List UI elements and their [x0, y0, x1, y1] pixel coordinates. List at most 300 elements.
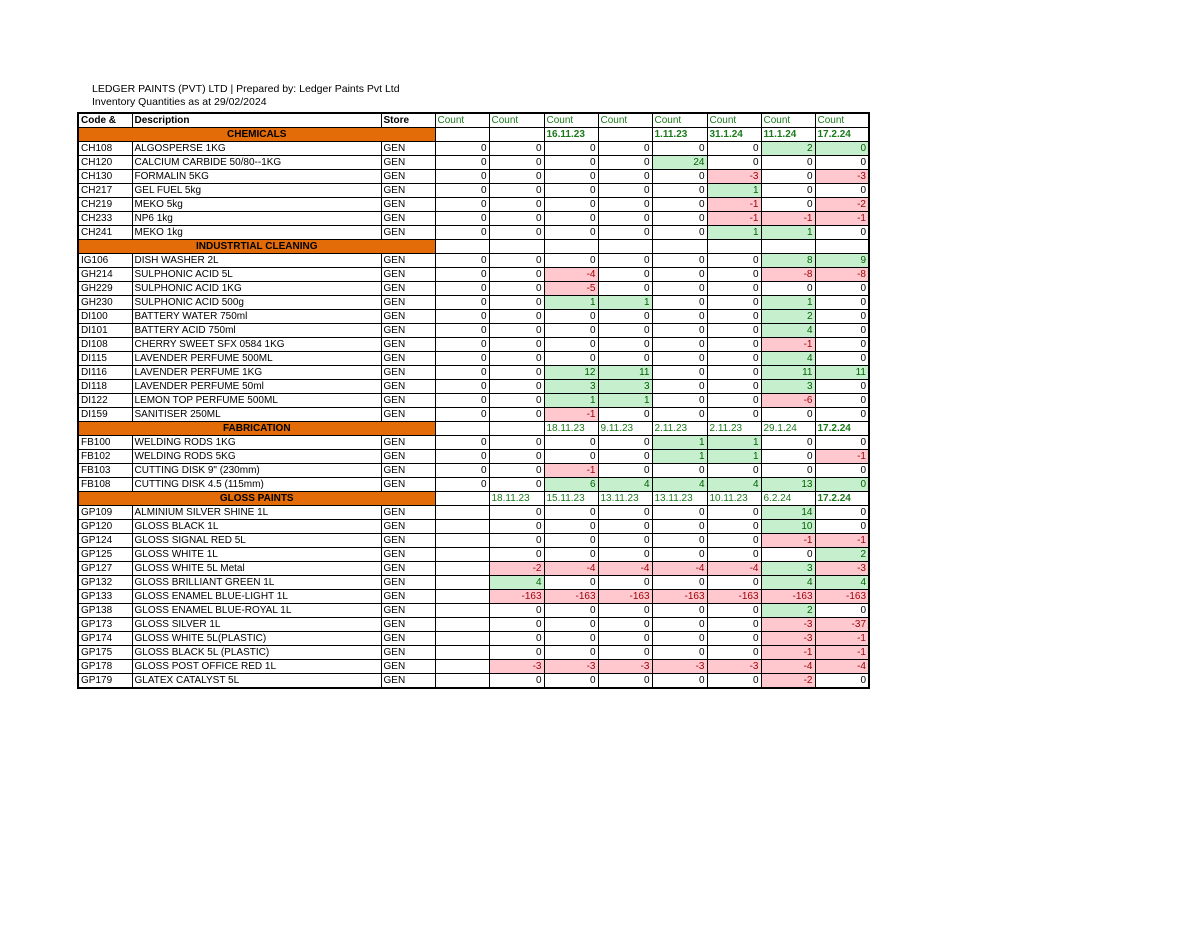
count-value [435, 660, 489, 674]
count-value: 0 [652, 310, 707, 324]
count-value: 0 [652, 464, 707, 478]
count-date [815, 240, 869, 254]
table-row [78, 198, 869, 212]
count-value: 0 [489, 170, 544, 184]
count-value: 24 [652, 156, 707, 170]
count-value: 1 [652, 450, 707, 464]
count-value: 0 [544, 184, 598, 198]
count-date [489, 240, 544, 254]
count-value: 0 [707, 674, 761, 689]
count-value: -1 [707, 212, 761, 226]
table-row [78, 282, 869, 296]
item-store: GEN [381, 590, 435, 604]
count-value: 0 [707, 520, 761, 534]
count-value: 0 [707, 380, 761, 394]
count-value: 0 [544, 352, 598, 366]
count-date: 11.1.24 [761, 128, 815, 142]
count-value: 0 [598, 464, 652, 478]
count-value: 0 [598, 324, 652, 338]
count-value: 0 [435, 254, 489, 268]
count-date [544, 240, 598, 254]
count-value: 0 [489, 324, 544, 338]
count-value: 0 [544, 646, 598, 660]
item-description: NP6 1kg [132, 212, 381, 226]
count-date: 10.11.23 [707, 492, 761, 506]
count-value: -163 [598, 590, 652, 604]
table-row [78, 506, 869, 520]
table-row [78, 156, 869, 170]
count-value: 0 [489, 338, 544, 352]
count-value: 0 [489, 310, 544, 324]
table-row [78, 646, 869, 660]
count-value: -1 [815, 450, 869, 464]
count-value: -8 [761, 268, 815, 282]
table-row [78, 520, 869, 534]
count-value: 0 [707, 408, 761, 422]
count-value: 0 [815, 184, 869, 198]
count-value: 1 [544, 296, 598, 310]
column-header: Count [815, 113, 869, 128]
column-header: Count [435, 113, 489, 128]
item-description: GLOSS POST OFFICE RED 1L [132, 660, 381, 674]
item-description: DISH WASHER 2L [132, 254, 381, 268]
item-description: BATTERY ACID 750ml [132, 324, 381, 338]
count-value: 0 [598, 142, 652, 156]
count-value: 1 [598, 394, 652, 408]
item-code: GP178 [78, 660, 132, 674]
count-value: 0 [707, 352, 761, 366]
count-value: 0 [598, 534, 652, 548]
count-date: 13.11.23 [598, 492, 652, 506]
item-description: CHERRY SWEET SFX 0584 1KG [132, 338, 381, 352]
item-description: GLOSS ENAMEL BLUE-LIGHT 1L [132, 590, 381, 604]
count-value: 0 [435, 296, 489, 310]
count-value: 0 [707, 632, 761, 646]
item-description: GLOSS WHITE 5L Metal [132, 562, 381, 576]
count-value: 0 [707, 534, 761, 548]
count-value: -3 [707, 170, 761, 184]
item-description: GLOSS SIGNAL RED 5L [132, 534, 381, 548]
count-value: 0 [435, 324, 489, 338]
column-header: Count [544, 113, 598, 128]
table-row [78, 576, 869, 590]
item-code: GP179 [78, 674, 132, 689]
count-value: 0 [598, 212, 652, 226]
item-description: FORMALIN 5KG [132, 170, 381, 184]
item-code: GP133 [78, 590, 132, 604]
item-code: CH217 [78, 184, 132, 198]
count-value: 0 [707, 366, 761, 380]
item-store: GEN [381, 142, 435, 156]
count-value: -4 [815, 660, 869, 674]
column-header: Code & [78, 113, 132, 128]
count-value [435, 674, 489, 689]
count-value: 0 [544, 338, 598, 352]
item-description: SULPHONIC ACID 5L [132, 268, 381, 282]
table-row [78, 212, 869, 226]
count-date [598, 240, 652, 254]
column-header: Description [132, 113, 381, 128]
item-store: GEN [381, 212, 435, 226]
column-header: Store [381, 113, 435, 128]
count-value [435, 520, 489, 534]
count-value: 0 [489, 450, 544, 464]
count-value: 0 [707, 576, 761, 590]
count-date: 2.11.23 [652, 422, 707, 436]
count-date: 17.2.24 [815, 492, 869, 506]
item-description: GLOSS BRILLIANT GREEN 1L [132, 576, 381, 590]
item-code: FB103 [78, 464, 132, 478]
count-value: 1 [707, 226, 761, 240]
table-row [78, 534, 869, 548]
count-value: 0 [652, 506, 707, 520]
count-value: 0 [761, 170, 815, 184]
count-value: 0 [652, 576, 707, 590]
count-date [489, 128, 544, 142]
count-value: 0 [598, 226, 652, 240]
item-store: GEN [381, 394, 435, 408]
count-value: 0 [815, 464, 869, 478]
item-code: FB102 [78, 450, 132, 464]
item-description: LEMON TOP PERFUME 500ML [132, 394, 381, 408]
table-row [78, 450, 869, 464]
count-value: 0 [652, 324, 707, 338]
count-value: 0 [489, 534, 544, 548]
table-row [78, 660, 869, 674]
table-row [78, 226, 869, 240]
count-value: 0 [489, 142, 544, 156]
item-description: SULPHONIC ACID 1KG [132, 282, 381, 296]
count-value: 0 [598, 310, 652, 324]
count-value [435, 604, 489, 618]
count-value: -2 [489, 562, 544, 576]
item-description: GLOSS WHITE 1L [132, 548, 381, 562]
count-value: 0 [707, 506, 761, 520]
item-description: SULPHONIC ACID 500g [132, 296, 381, 310]
item-code: CH233 [78, 212, 132, 226]
item-description: SANITISER 250ML [132, 408, 381, 422]
count-value: 0 [652, 254, 707, 268]
count-date [435, 240, 489, 254]
table-row [78, 478, 869, 492]
count-value: 0 [652, 184, 707, 198]
count-value: 0 [761, 548, 815, 562]
table-row [78, 310, 869, 324]
count-value: 0 [544, 198, 598, 212]
count-value: 4 [598, 478, 652, 492]
count-value: -4 [544, 268, 598, 282]
table-row [78, 394, 869, 408]
count-value: 0 [598, 604, 652, 618]
count-value: 0 [435, 268, 489, 282]
count-value: 0 [489, 198, 544, 212]
count-value: 0 [544, 436, 598, 450]
count-value: -3 [815, 562, 869, 576]
count-date [652, 240, 707, 254]
count-value: 0 [815, 380, 869, 394]
item-store: GEN [381, 380, 435, 394]
item-store: GEN [381, 296, 435, 310]
count-value: 0 [815, 604, 869, 618]
count-value: -1 [761, 338, 815, 352]
count-value: 0 [489, 436, 544, 450]
count-value: -3 [707, 660, 761, 674]
count-value: 0 [598, 436, 652, 450]
count-value: 0 [544, 674, 598, 689]
count-value: 0 [598, 674, 652, 689]
count-value: 0 [652, 282, 707, 296]
count-value: 0 [652, 380, 707, 394]
item-description: LAVENDER PERFUME 500ML [132, 352, 381, 366]
count-date: 15.11.23 [544, 492, 598, 506]
count-value: 0 [815, 310, 869, 324]
item-code: DI118 [78, 380, 132, 394]
item-store: GEN [381, 618, 435, 632]
count-date: 17.2.24 [815, 128, 869, 142]
category-label: INDUSTRTIAL CLEANING [78, 240, 435, 254]
count-value: -3 [815, 170, 869, 184]
item-store: GEN [381, 436, 435, 450]
count-date [435, 128, 489, 142]
count-value: 11 [598, 366, 652, 380]
count-value: -5 [544, 282, 598, 296]
count-value: 0 [489, 618, 544, 632]
item-store: GEN [381, 254, 435, 268]
count-value: 0 [761, 408, 815, 422]
count-value: 0 [544, 534, 598, 548]
count-value: 1 [598, 296, 652, 310]
table-row [78, 562, 869, 576]
count-value: 0 [707, 282, 761, 296]
count-date [489, 422, 544, 436]
category-label: CHEMICALS [78, 128, 435, 142]
item-code: GP127 [78, 562, 132, 576]
item-description: GLOSS WHITE 5L(PLASTIC) [132, 632, 381, 646]
count-date: 17.2.24 [815, 422, 869, 436]
item-description: GLOSS BLACK 5L (PLASTIC) [132, 646, 381, 660]
count-value: 0 [435, 282, 489, 296]
table-row [78, 674, 869, 689]
table-row [78, 618, 869, 632]
inventory-table [77, 112, 870, 689]
item-description: BATTERY WATER 750ml [132, 310, 381, 324]
count-value: 0 [761, 156, 815, 170]
count-value: 0 [489, 506, 544, 520]
count-date: 6.2.24 [761, 492, 815, 506]
count-value: 0 [815, 142, 869, 156]
count-date [761, 240, 815, 254]
item-code: DI100 [78, 310, 132, 324]
item-code: CH108 [78, 142, 132, 156]
count-value: 0 [598, 254, 652, 268]
count-value [435, 590, 489, 604]
count-value: 0 [544, 310, 598, 324]
count-value: 0 [652, 618, 707, 632]
count-value: 0 [707, 394, 761, 408]
count-value: 1 [707, 184, 761, 198]
item-store: GEN [381, 268, 435, 282]
item-code: DI116 [78, 366, 132, 380]
count-value: 0 [435, 142, 489, 156]
item-code: DI115 [78, 352, 132, 366]
count-value: 0 [707, 142, 761, 156]
item-store: GEN [381, 324, 435, 338]
item-description: MEKO 1kg [132, 226, 381, 240]
count-value: 0 [815, 408, 869, 422]
count-value: 9 [815, 254, 869, 268]
count-value: -1 [761, 212, 815, 226]
item-store: GEN [381, 282, 435, 296]
count-value: 0 [544, 324, 598, 338]
count-value: 1 [707, 436, 761, 450]
count-value: 0 [598, 450, 652, 464]
count-value: 0 [435, 450, 489, 464]
count-value: 1 [761, 226, 815, 240]
item-code: GH229 [78, 282, 132, 296]
item-description: GLOSS BLACK 1L [132, 520, 381, 534]
item-code: GP175 [78, 646, 132, 660]
item-description: CUTTING DISK 4.5 (115mm) [132, 478, 381, 492]
count-value: 0 [652, 142, 707, 156]
count-value: 4 [652, 478, 707, 492]
count-value: 0 [598, 184, 652, 198]
count-value: 0 [435, 408, 489, 422]
count-value: 0 [489, 226, 544, 240]
item-store: GEN [381, 352, 435, 366]
count-value: 0 [435, 184, 489, 198]
count-value: 3 [761, 562, 815, 576]
count-value: 0 [652, 604, 707, 618]
count-date: 2.11.23 [707, 422, 761, 436]
item-code: FB100 [78, 436, 132, 450]
item-description: MEKO 5kg [132, 198, 381, 212]
table-row [78, 184, 869, 198]
count-value: 0 [598, 548, 652, 562]
count-value: -1 [761, 534, 815, 548]
count-value: 0 [707, 268, 761, 282]
count-value: 0 [489, 352, 544, 366]
item-code: GP124 [78, 534, 132, 548]
item-store: GEN [381, 156, 435, 170]
count-value: 0 [761, 198, 815, 212]
item-store: GEN [381, 478, 435, 492]
item-code: DI122 [78, 394, 132, 408]
count-value: 0 [435, 156, 489, 170]
item-store: GEN [381, 646, 435, 660]
count-value: 1 [544, 394, 598, 408]
table-row [78, 268, 869, 282]
count-value: 0 [815, 674, 869, 689]
count-value: 0 [815, 296, 869, 310]
table-row [78, 604, 869, 618]
count-value: 0 [815, 394, 869, 408]
item-store: GEN [381, 408, 435, 422]
count-value: 0 [761, 450, 815, 464]
count-value [435, 632, 489, 646]
count-value: 0 [598, 352, 652, 366]
count-value: 0 [761, 464, 815, 478]
count-value: 0 [598, 618, 652, 632]
count-value: 0 [652, 548, 707, 562]
item-description: CALCIUM CARBIDE 50/80--1KG [132, 156, 381, 170]
table-row [78, 408, 869, 422]
count-value: 0 [652, 212, 707, 226]
item-store: GEN [381, 338, 435, 352]
count-value: 0 [489, 646, 544, 660]
count-value: -2 [761, 674, 815, 689]
count-value: 3 [544, 380, 598, 394]
count-value: -1 [544, 408, 598, 422]
count-value: 2 [761, 142, 815, 156]
item-store: GEN [381, 226, 435, 240]
count-value: 0 [598, 156, 652, 170]
category-row [78, 128, 869, 142]
table-row [78, 632, 869, 646]
count-value: 0 [652, 268, 707, 282]
item-description: GEL FUEL 5kg [132, 184, 381, 198]
count-value: 0 [544, 604, 598, 618]
item-code: GP109 [78, 506, 132, 520]
count-value: -3 [544, 660, 598, 674]
item-store: GEN [381, 520, 435, 534]
count-value: 0 [435, 310, 489, 324]
item-description: CUTTING DISK 9" (230mm) [132, 464, 381, 478]
count-value: -1 [815, 646, 869, 660]
item-code: CH120 [78, 156, 132, 170]
count-value: 4 [815, 576, 869, 590]
item-code: GP132 [78, 576, 132, 590]
count-value: 13 [761, 478, 815, 492]
category-row [78, 492, 869, 506]
count-value: 0 [435, 464, 489, 478]
count-date [435, 492, 489, 506]
count-value: 0 [598, 338, 652, 352]
count-value: -163 [489, 590, 544, 604]
count-value: 0 [544, 506, 598, 520]
count-value: 4 [707, 478, 761, 492]
count-value: 0 [652, 394, 707, 408]
table-row [78, 464, 869, 478]
item-code: GP173 [78, 618, 132, 632]
count-value: 0 [815, 436, 869, 450]
count-value: 0 [815, 478, 869, 492]
count-value: 0 [598, 170, 652, 184]
item-store: GEN [381, 604, 435, 618]
count-value: 0 [544, 142, 598, 156]
report-title: LEDGER PAINTS (PVT) LTD | Prepared by: Ledger Paints Pvt Ltd [92, 83, 400, 95]
item-code: GP174 [78, 632, 132, 646]
count-value: -1 [815, 632, 869, 646]
count-value: 0 [544, 618, 598, 632]
count-value: 0 [598, 408, 652, 422]
item-description: LAVENDER PERFUME 50ml [132, 380, 381, 394]
count-value: 0 [652, 534, 707, 548]
table-row [78, 366, 869, 380]
count-value: 0 [435, 212, 489, 226]
count-value: 0 [815, 352, 869, 366]
count-value: 1 [761, 296, 815, 310]
item-store: GEN [381, 506, 435, 520]
count-value: 0 [815, 520, 869, 534]
count-value: -163 [544, 590, 598, 604]
count-value: -3 [761, 618, 815, 632]
count-value: -3 [652, 660, 707, 674]
count-date: 31.1.24 [707, 128, 761, 142]
table-row [78, 296, 869, 310]
item-store: GEN [381, 464, 435, 478]
item-description: GLATEX CATALYST 5L [132, 674, 381, 689]
item-code: FB108 [78, 478, 132, 492]
